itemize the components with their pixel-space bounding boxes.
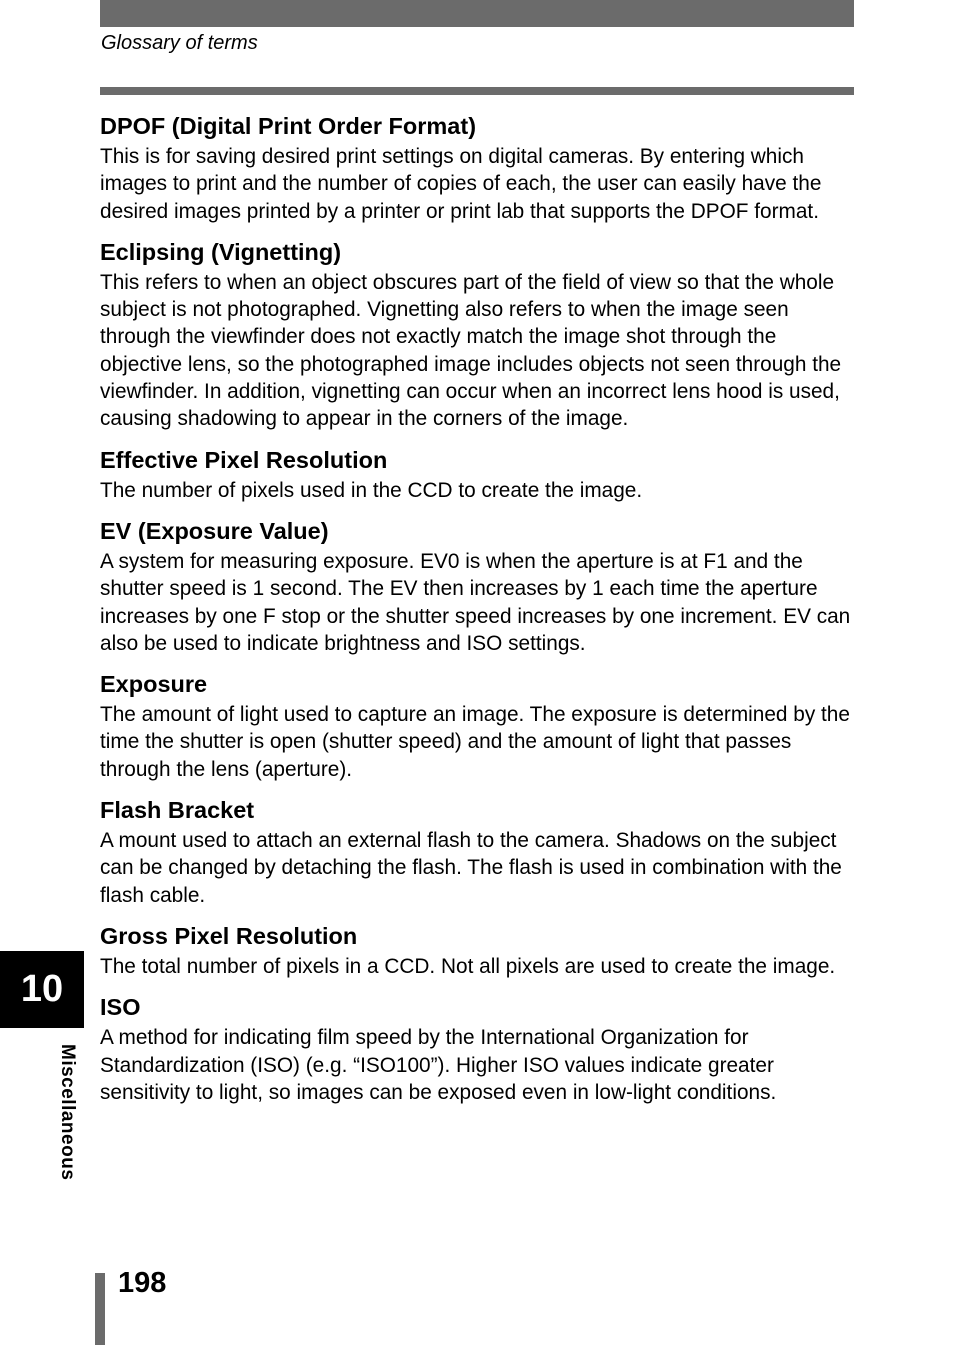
glossary-term: Exposure bbox=[100, 671, 208, 698]
section-rule bbox=[100, 87, 854, 95]
glossary-term: DPOF (Digital Print Order Format) bbox=[100, 113, 477, 139]
glossary-entry bbox=[100, 992, 860, 1106]
glossary-definition: The total number of pixels in a CCD. Not all pixels are used to create the image. bbox=[100, 954, 836, 978]
glossary-term: Effective Pixel Resolution bbox=[100, 446, 388, 473]
glossary-term: Eclipsing (Vignetting) bbox=[100, 238, 342, 265]
glossary-term: EV (Exposure Value) bbox=[100, 517, 329, 544]
glossary-definition: The number of pixels used in the CCD to create the image. bbox=[100, 478, 643, 502]
glossary-definition: This refers to when an object obscures part of the field of view so that the whole subject is not photographed. Vignetting also refers to when the image seen through the viewfinder does not exactly match the image shot through the objective lens, so the photographed image includes objects not seen through the viewfinder. In addition, vignetting can occur when an incorrect lens hood is used, causing shadowing to appear in the corners of the image. bbox=[100, 270, 842, 431]
glossary-entry bbox=[100, 795, 860, 909]
page-number: 198 bbox=[118, 1267, 167, 1299]
glossary-entry bbox=[100, 669, 860, 783]
glossary-term: Flash Bracket bbox=[100, 797, 255, 824]
glossary-definition: A method for indicating film speed by the International Organization for Standardization (ISO) (e.g. “ISO100”). Higher ISO values indicate greater sensitivity to light, so images can be exposed even in low-light conditions. bbox=[100, 1026, 777, 1104]
glossary-definition: A mount used to attach an external flash to the camera. Shadows on the subject can be changed by detaching the flash. The flash is used in combination with the flash cable. bbox=[100, 829, 842, 907]
glossary-content bbox=[100, 111, 860, 1118]
glossary-entry bbox=[100, 516, 860, 657]
glossary-definition: A system for measuring exposure. EV0 is when the aperture is at F1 and the shutter speed is 1 second. The EV then increases by 1 each time the aperture increases by one F stop or the shutter speed increases by one increment. EV can also be used to indicate brightness and ISO settings. bbox=[100, 549, 851, 655]
glossary-entry bbox=[100, 237, 860, 433]
chapter-tab bbox=[0, 951, 84, 1028]
section-label: Miscellaneous bbox=[57, 1044, 78, 1181]
glossary-definition: This is for saving desired print settings on digital cameras. By entering which images to print and the number of copies of each, the user can easily have the desired images printed by a printer or print lab that supports the DPOF format. bbox=[100, 145, 822, 223]
glossary-term: Gross Pixel Resolution bbox=[100, 922, 358, 949]
glossary-term: ISO bbox=[100, 994, 141, 1021]
glossary-entry bbox=[100, 921, 860, 980]
chapter-number: 10 bbox=[20, 968, 64, 1010]
page-number-bar bbox=[95, 1273, 105, 1345]
glossary-definition: The amount of light used to capture an image. The exposure is determined by the time the shutter is open (shutter speed) and the amount of light that passes through the lens (aperture). bbox=[100, 703, 850, 781]
glossary-entry bbox=[100, 445, 860, 504]
glossary-entry bbox=[100, 111, 860, 225]
header-bar bbox=[100, 0, 854, 27]
running-head: Glossary of terms bbox=[101, 32, 258, 54]
